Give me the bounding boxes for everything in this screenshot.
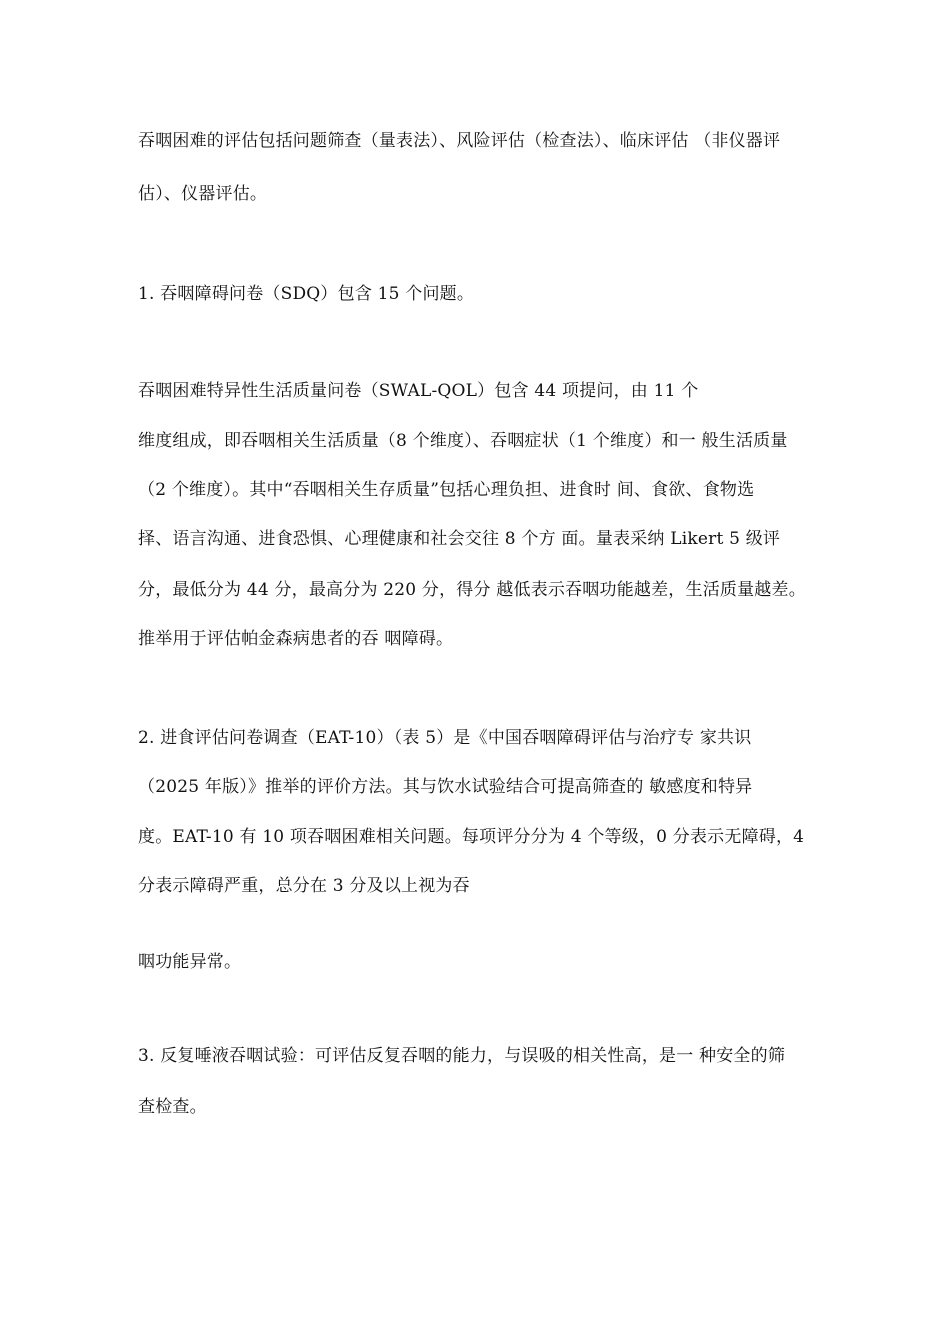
text-line-7: 择、语言沟通、进食恐惧、心理健康和社会交往 8 个方 面。量表采纳 Likert 5 级评 <box>138 529 781 549</box>
text-line-15: 3. 反复唾液吞咽试验：可评估反复吞咽的能力，与误吸的相关性高，是一 种安全的筛 <box>138 1046 786 1066</box>
text-line-6: （2 个维度）。其中“吞咽相关生存质量”包括心理负担、进食时 间、食欲、食物选 <box>138 480 755 500</box>
text-line-16: 查检查。 <box>138 1097 207 1117</box>
text-line-14: 咽功能异常。 <box>138 952 242 972</box>
text-line-8: 分，最低分为 44 分，最高分为 220 分，得分 越低表示吞咽功能越差，生活质量越差。 <box>138 580 806 600</box>
text-line-12: 度。EAT-10 有 10 项吞咽困难相关问题。每项评分分为 4 个等级，0 分表示无障碍，4 <box>138 827 805 847</box>
text-line-2: 估）、仪器评估。 <box>138 184 268 204</box>
text-line-13: 分表示障碍严重，总分在 3 分及以上视为吞 <box>138 876 470 896</box>
text-line-10: 2. 进食评估问卷调查（EAT-10）（表 5）是《中国吞咽障碍评估与治疗专 家共识 <box>138 728 752 748</box>
text-line-4: 吞咽困难特异性生活质量问卷（SWAL-QOL）包含 44 项提问，由 11 个 <box>138 381 699 401</box>
text-line-9: 推举用于评估帕金森病患者的吞 咽障碍。 <box>138 629 454 649</box>
text-line-3: 1. 吞咽障碍问卷（SDQ）包含 15 个问题。 <box>138 284 475 304</box>
text-line-5: 维度组成，即吞咽相关生活质量（8 个维度）、吞咽症状（1 个维度）和一 般生活质量 <box>138 431 788 451</box>
text-line-11: （2025 年版）》推举的评价方法。其与饮水试验结合可提高筛查的 敏感度和特异 <box>138 777 753 797</box>
text-line-1: 吞咽困难的评估包括问题筛查（量表法）、风险评估（检查法）、临床评估 （非仪器评 <box>138 131 781 151</box>
